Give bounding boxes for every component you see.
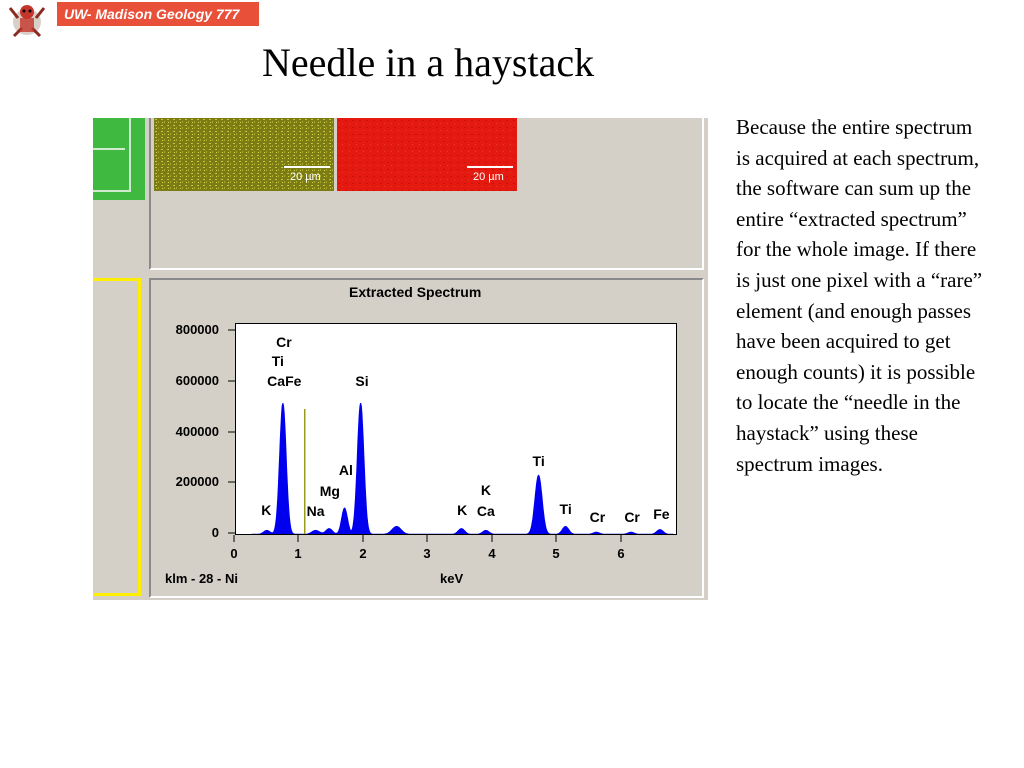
x-tick-2: 2 <box>359 546 367 561</box>
peak-label-cr: Cr <box>276 333 292 350</box>
x-tick-5: 5 <box>552 546 560 561</box>
x-tick-1: 1 <box>294 546 302 561</box>
mascot-logo-icon <box>0 0 54 42</box>
peak-label-cr: Cr <box>624 508 640 525</box>
x-tick-6: 6 <box>617 546 625 561</box>
peak-label-ti: Ti <box>559 501 572 518</box>
peak-label-cafe: CaFe <box>267 373 302 390</box>
yellow-element-map <box>154 118 334 191</box>
spectrum-chart <box>236 324 676 534</box>
peak-label-al: Al <box>338 461 353 478</box>
peak-label-k: K <box>480 482 491 499</box>
scale-label-yellow: 20 µm <box>290 171 321 183</box>
peak-label-k: K <box>457 501 468 518</box>
spectrum-image-panel <box>93 118 708 600</box>
y-tick-200000: 200000 <box>175 474 219 489</box>
peak-label-k: K <box>261 501 272 518</box>
peak-label-ca: Ca <box>476 503 495 520</box>
x-tick-4: 4 <box>488 546 496 561</box>
red-element-map <box>337 118 517 191</box>
green-element-map <box>93 118 145 200</box>
peak-label-ti: Ti <box>532 453 545 470</box>
peak-label-cr: Cr <box>589 508 606 525</box>
selected-map-frame <box>93 278 141 596</box>
x-tick-0: 0 <box>230 546 238 561</box>
x-tick-3: 3 <box>423 546 431 561</box>
scale-label-red: 20 µm <box>473 171 504 183</box>
x-axis-label: keV <box>440 571 464 586</box>
peak-label-mg: Mg <box>319 482 340 499</box>
peak-label-na: Na <box>306 503 325 520</box>
spectrum-footer-label: klm - 28 - Ni <box>165 571 238 586</box>
y-tick-800000: 800000 <box>175 322 219 337</box>
spectrum-plot <box>235 323 677 535</box>
y-tick-600000: 600000 <box>175 373 219 388</box>
y-tick-400000: 400000 <box>175 424 219 439</box>
course-banner: UW- Madison Geology 777 <box>57 2 259 26</box>
peak-label-fe: Fe <box>653 505 670 522</box>
slide-title: Needle in a haystack <box>262 40 595 85</box>
peak-label-si: Si <box>355 373 369 390</box>
slide-description: Because the entire spectrum is acquired at each spectrum, the software can sum up the entire “extracted spectrum” for the whole image. If there is just one pixel with a “rare” element (and enough passes have been acquired to get enough counts) it is possible to locate the “needle in the haystack” using these spectrum images. <box>736 115 983 476</box>
spectrum-title: Extracted Spectrum <box>349 284 482 300</box>
peak-label-ti: Ti <box>271 353 284 370</box>
y-tick-0: 0 <box>211 525 219 540</box>
